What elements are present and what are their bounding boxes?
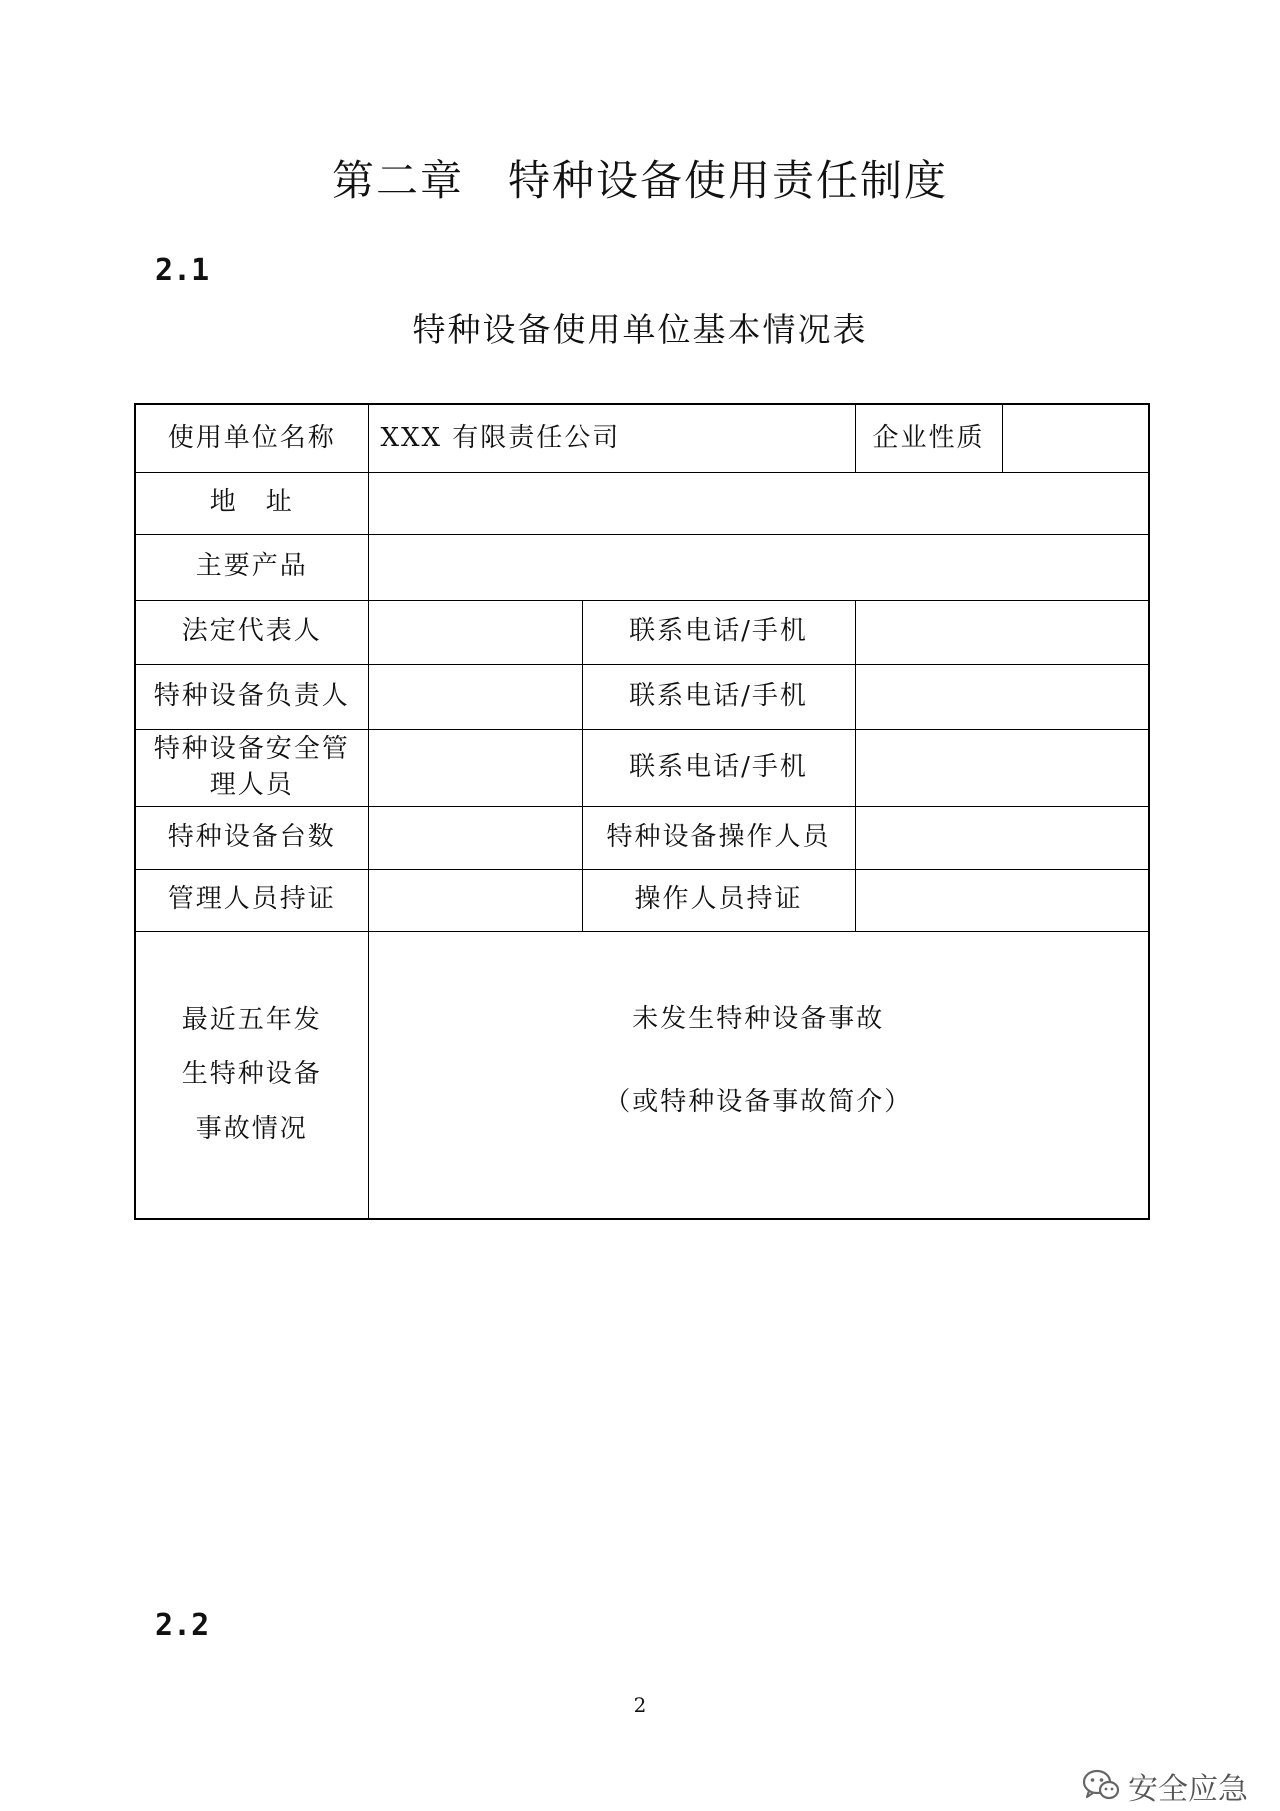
equipment-count-label: 特种设备台数 <box>135 806 368 869</box>
wechat-icon <box>1082 1769 1120 1803</box>
equipment-count-value <box>368 806 582 869</box>
nature-label: 企业性质 <box>855 404 1002 472</box>
table-row <box>135 931 1149 1219</box>
table-row <box>135 869 1149 931</box>
manager-value <box>368 664 582 729</box>
watermark-text: 安全应急 <box>1128 1772 1248 1807</box>
phone-value <box>855 729 1149 806</box>
table-row <box>135 472 1149 534</box>
manager-label: 特种设备负责人 <box>135 664 368 729</box>
phone-value <box>855 664 1149 729</box>
products-label: 主要产品 <box>135 534 368 600</box>
table-row <box>135 600 1149 664</box>
basic-info-table <box>134 403 1150 1220</box>
phone-label: 联系电话/手机 <box>582 600 855 664</box>
accident-label-line: 生特种设备 <box>181 1059 322 1090</box>
manager-cert-value <box>368 869 582 931</box>
manager-cert-label: 管理人员持证 <box>135 869 368 931</box>
operators-value <box>855 806 1149 869</box>
nature-value <box>1002 404 1149 472</box>
accident-value-line: （或特种设备事故简介） <box>604 1086 913 1117</box>
legal-rep-value <box>368 600 582 664</box>
table-row <box>135 729 1149 806</box>
operators-label: 特种设备操作人员 <box>582 806 855 869</box>
safety-staff-value <box>368 729 582 806</box>
page-number: 2 <box>633 1693 647 1717</box>
products-value <box>368 534 1149 600</box>
table-row <box>135 534 1149 600</box>
accident-label-line: 最近五年发 <box>181 1004 322 1035</box>
phone-value <box>855 600 1149 664</box>
safety-staff-label: 特种设备安全管理人员 <box>135 729 368 806</box>
unit-name-label: 使用单位名称 <box>135 404 368 472</box>
table-row <box>135 404 1149 472</box>
accident-label <box>135 931 368 1219</box>
address-value <box>368 472 1149 534</box>
chapter-title: 第二章 特种设备使用责任制度 <box>331 156 948 205</box>
section-number-2-2: 2.2 <box>155 1608 210 1643</box>
table-row <box>135 664 1149 729</box>
phone-label: 联系电话/手机 <box>582 729 855 806</box>
legal-rep-label: 法定代表人 <box>135 600 368 664</box>
phone-label: 联系电话/手机 <box>582 664 855 729</box>
address-label: 地 址 <box>135 472 368 534</box>
accident-label-line: 事故情况 <box>195 1114 308 1145</box>
table-title: 特种设备使用单位基本情况表 <box>412 310 868 349</box>
watermark <box>1082 1764 1248 1808</box>
accident-value <box>368 931 1149 1219</box>
table-row <box>135 806 1149 869</box>
accident-value-line: 未发生特种设备事故 <box>632 1004 885 1035</box>
operator-cert-label: 操作人员持证 <box>582 869 855 931</box>
unit-name-value: XXX 有限责任公司 <box>368 404 855 472</box>
section-number-2-1: 2.1 <box>155 253 210 288</box>
operator-cert-value <box>855 869 1149 931</box>
